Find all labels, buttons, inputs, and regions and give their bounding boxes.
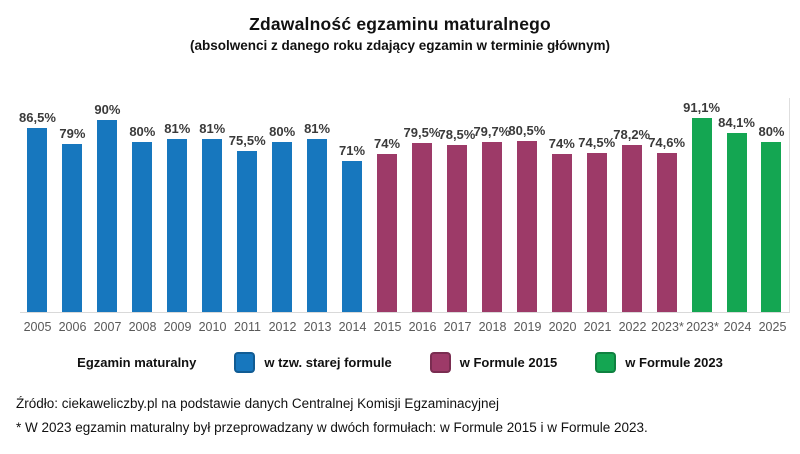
legend-label: w Formule 2023 xyxy=(625,354,723,370)
bar-value-label: 90% xyxy=(94,102,121,117)
x-axis-label: 2015 xyxy=(373,320,402,334)
x-axis-label: 2005 xyxy=(23,320,52,334)
plot-area xyxy=(20,98,790,313)
bar-slot xyxy=(579,136,614,312)
bar-2011-6 xyxy=(237,151,257,312)
legend xyxy=(0,350,800,374)
bar-2019-14 xyxy=(517,141,537,312)
bar-2007-2 xyxy=(97,120,117,312)
legend-swatch-icon xyxy=(234,352,255,373)
bar-slot xyxy=(265,125,300,312)
bar-2024-20 xyxy=(727,133,747,312)
legend-swatch-icon xyxy=(595,352,616,373)
x-axis-label: 2022 xyxy=(618,320,647,334)
bar-slot xyxy=(439,128,474,312)
x-axis-label: 2014 xyxy=(338,320,367,334)
legend-item-2 xyxy=(595,352,723,373)
bar-value-label: 78,2% xyxy=(613,127,651,142)
bar-slot xyxy=(719,116,754,312)
bar-value-label: 80% xyxy=(758,124,785,139)
x-axis-label: 2009 xyxy=(163,320,192,334)
bar-2023-18 xyxy=(657,153,677,312)
bar-value-label: 74% xyxy=(548,136,575,151)
legend-swatch-icon xyxy=(430,352,451,373)
bar-2013-8 xyxy=(307,139,327,312)
footer xyxy=(16,395,784,436)
bar-slot xyxy=(684,101,719,312)
bar-slot xyxy=(474,125,509,312)
bar-value-label: 71% xyxy=(339,143,366,158)
bar-value-label: 81% xyxy=(304,121,331,136)
x-axis-label: 2012 xyxy=(268,320,297,334)
x-axis-label: 2019 xyxy=(513,320,542,334)
bar-2010-5 xyxy=(202,139,222,312)
source-note: Źródło: ciekaweliczby.pl na podstawie danych Centralnej Komisji Egzaminacyjnej xyxy=(16,396,499,411)
bar-slot xyxy=(90,103,125,312)
bar-2025-21 xyxy=(761,142,781,312)
bar-2014-9 xyxy=(342,161,362,312)
x-axis-label: 2023* xyxy=(686,320,719,334)
bar-2009-4 xyxy=(167,139,187,312)
x-axis xyxy=(20,313,790,334)
x-axis-label: 2021 xyxy=(583,320,612,334)
bar-slot xyxy=(649,136,684,312)
bar-2005-0 xyxy=(27,128,47,312)
bar-slot xyxy=(20,111,55,312)
bar-value-label: 74% xyxy=(373,136,401,151)
x-axis-label: 2007 xyxy=(93,320,122,334)
bar-value-label: 86,5% xyxy=(19,110,56,125)
x-axis-label: 2023* xyxy=(651,320,684,334)
x-axis-label: 2025 xyxy=(758,320,787,334)
bar-2021-16 xyxy=(587,153,607,312)
chart-subtitle: (absolwenci z danego roku zdający egzamin w terminie głównym) xyxy=(189,38,611,53)
x-axis-label: 2008 xyxy=(128,320,157,334)
x-axis-label: 2017 xyxy=(443,320,472,334)
bar-slot xyxy=(125,125,160,312)
bar-2015-10 xyxy=(377,154,397,312)
asterisk-note: * W 2023 egzamin maturalny był przeprowadzany w dwóch formułach: w Formule 2015 i w Formule 2023. xyxy=(16,420,648,435)
x-axis-label: 2013 xyxy=(303,320,332,334)
legend-item-1 xyxy=(430,352,558,373)
x-axis-label: 2018 xyxy=(478,320,507,334)
bar-value-label: 84,1% xyxy=(718,115,755,130)
bar-value-label: 74,5% xyxy=(578,135,616,150)
bar-slot xyxy=(614,128,649,312)
bar-slot xyxy=(544,137,579,312)
x-axis-label: 2016 xyxy=(408,320,437,334)
plot-wrap xyxy=(20,98,790,313)
bar-value-label: 78,5% xyxy=(438,127,476,142)
bar-2006-1 xyxy=(62,144,82,312)
bar-2008-3 xyxy=(132,142,152,312)
bar-value-label: 79,7% xyxy=(473,124,511,139)
legend-label: w Formule 2015 xyxy=(459,354,558,370)
bar-2020-15 xyxy=(552,154,572,312)
bar-value-label: 79% xyxy=(59,126,86,141)
bar-slot xyxy=(370,137,405,312)
bar-value-label: 81% xyxy=(199,121,226,136)
bar-slot xyxy=(300,122,335,312)
bar-value-label: 80,5% xyxy=(508,123,546,138)
bar-2016-11 xyxy=(412,143,432,312)
bar-slot xyxy=(55,127,90,312)
bar-slot xyxy=(335,144,370,312)
bar-slot xyxy=(404,126,439,312)
x-axis-label: 2011 xyxy=(234,320,261,334)
bar-slot xyxy=(195,122,230,312)
x-axis-label: 2010 xyxy=(198,320,227,334)
bar-slot xyxy=(754,125,789,312)
bar-2012-7 xyxy=(272,142,292,312)
legend-label: w tzw. starej formule xyxy=(264,354,392,370)
bar-2022-17 xyxy=(622,145,642,312)
bar-value-label: 91,1% xyxy=(683,100,721,115)
bar-slot xyxy=(230,134,265,312)
bar-slot xyxy=(509,124,544,312)
bar-2017-12 xyxy=(447,145,467,312)
bar-2018-13 xyxy=(482,142,502,312)
x-axis-label: 2006 xyxy=(58,320,87,334)
bar-value-label: 80% xyxy=(269,124,296,139)
x-axis-label: 2020 xyxy=(548,320,577,334)
bar-value-label: 80% xyxy=(129,124,156,139)
bar-value-label: 81% xyxy=(164,121,191,136)
legend-title: Egzamin maturalny xyxy=(77,354,197,370)
bar-slot xyxy=(160,122,195,312)
bar-value-label: 75,5% xyxy=(228,133,266,148)
bar-2023-19 xyxy=(692,118,712,312)
bar-value-label: 79,5% xyxy=(403,125,441,140)
x-axis-label: 2024 xyxy=(723,320,752,334)
legend-item-0 xyxy=(234,352,391,373)
bar-value-label: 74,6% xyxy=(648,135,686,150)
chart-title: Zdawalność egzaminu maturalnego xyxy=(249,14,551,34)
